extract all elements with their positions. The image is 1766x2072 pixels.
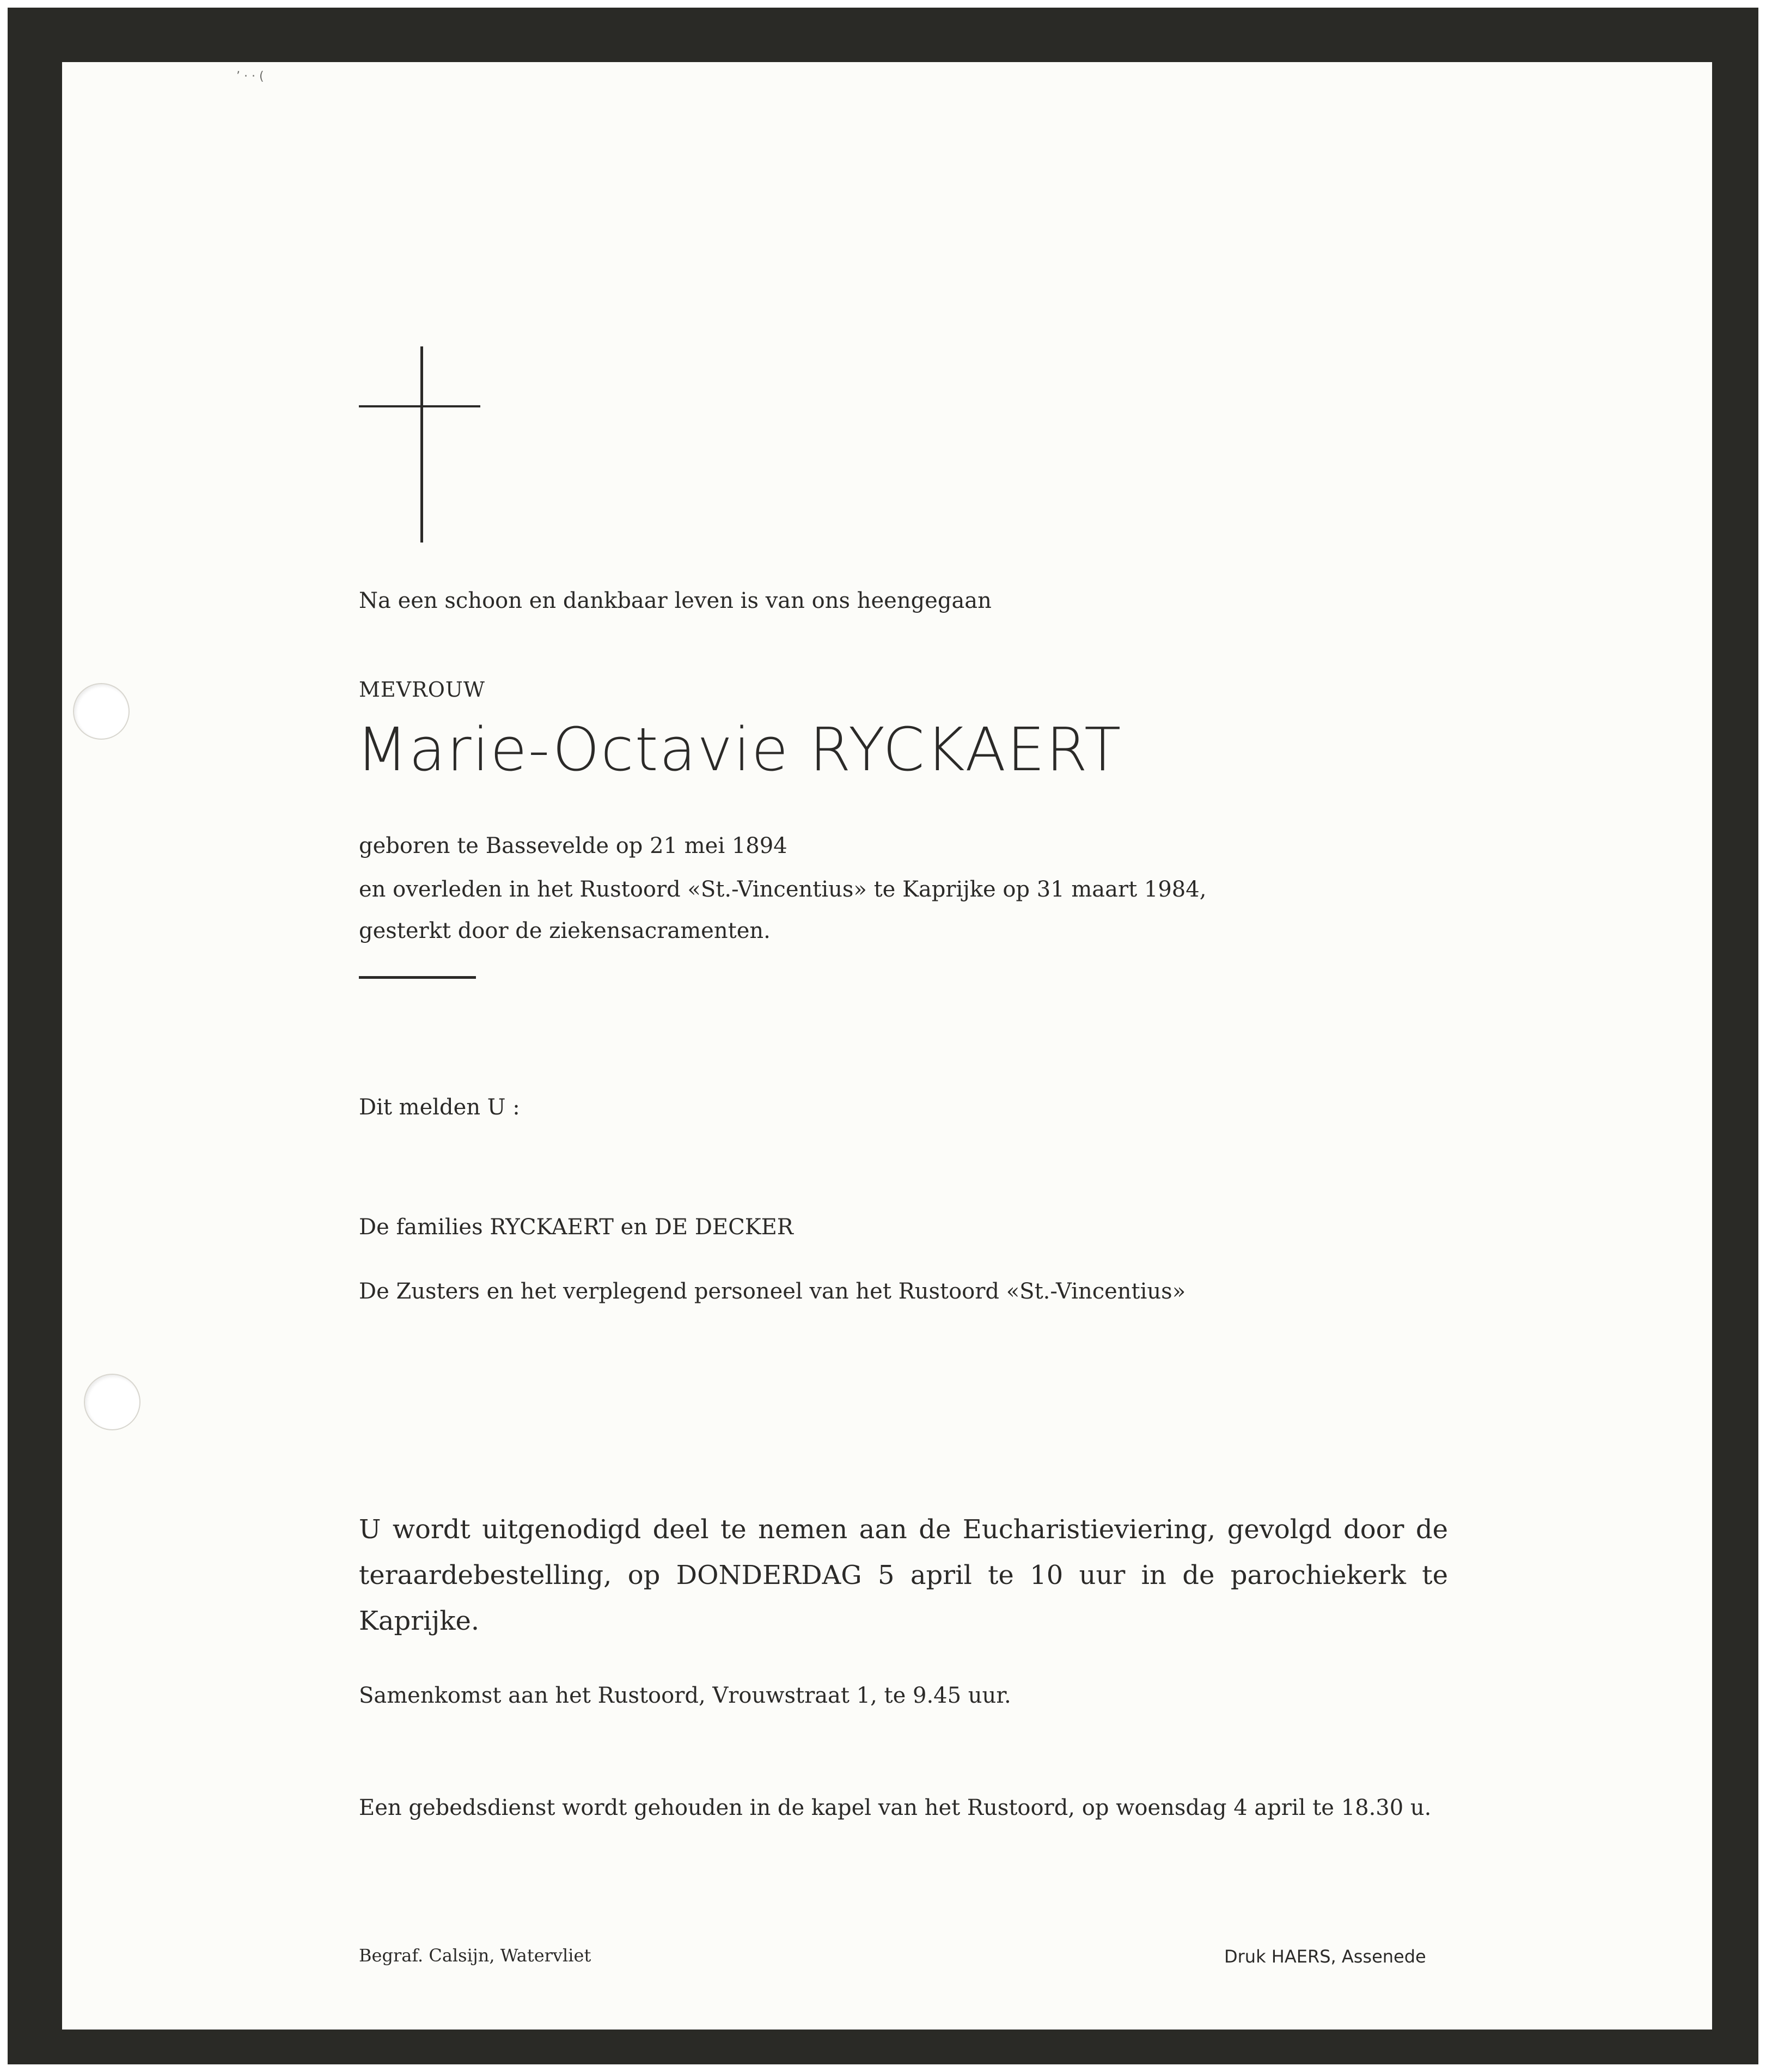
deceased-name: Marie-Octavie RYCKAERT: [356, 715, 1122, 784]
undertaker-credit: Begraf. Calsijn, Watervliet: [359, 1945, 591, 1966]
mourning-border: [8, 8, 1758, 2064]
cross-icon: [420, 346, 423, 543]
gathering-line: Samenkomst aan het Rustoord, Vrouwstraat 1, te 9.45 uur.: [359, 1683, 1011, 1708]
staff-line: De Zusters en het verplegend personeel van het Rustoord «St.-Vincentius»: [359, 1279, 1186, 1304]
intro-text: Na een schoon en dankbaar leven is van ons heengegaan: [359, 588, 992, 613]
prayer-service-line: Een gebedsdienst wordt gehouden in de kapel van het Rustoord, op woensdag 4 april te 18.30 u.: [359, 1795, 1432, 1820]
honorific: MEVROUW: [359, 678, 485, 702]
birth-line: geboren te Bassevelde op 21 mei 1894: [359, 833, 787, 858]
sacraments-line: gesterkt door de ziekensacramenten.: [359, 918, 771, 943]
invitation-paragraph: U wordt uitgenodigd deel te nemen aan de Eucharistieviering, gevolgd door de teraardebestelling, op DONDERDAG 5 april te 10 uur in de parochiekerk te Kaprijke.: [359, 1514, 1448, 1636]
notice-heading: Dit melden U :: [359, 1095, 520, 1120]
punch-hole: [84, 1374, 140, 1430]
punch-hole: [73, 683, 130, 740]
cross-icon-bar: [359, 405, 480, 407]
death-notice-card: [62, 62, 1712, 2030]
divider: [359, 976, 476, 979]
death-line: en overleden in het Rustoord «St.-Vincentius» te Kaprijke op 31 maart 1984,: [359, 877, 1207, 902]
corner-mark: ’ · · (: [236, 70, 264, 83]
family-line: De families RYCKAERT en DE DECKER: [359, 1215, 793, 1240]
printer-credit: Druk HAERS, Assenede: [1224, 1946, 1426, 1967]
